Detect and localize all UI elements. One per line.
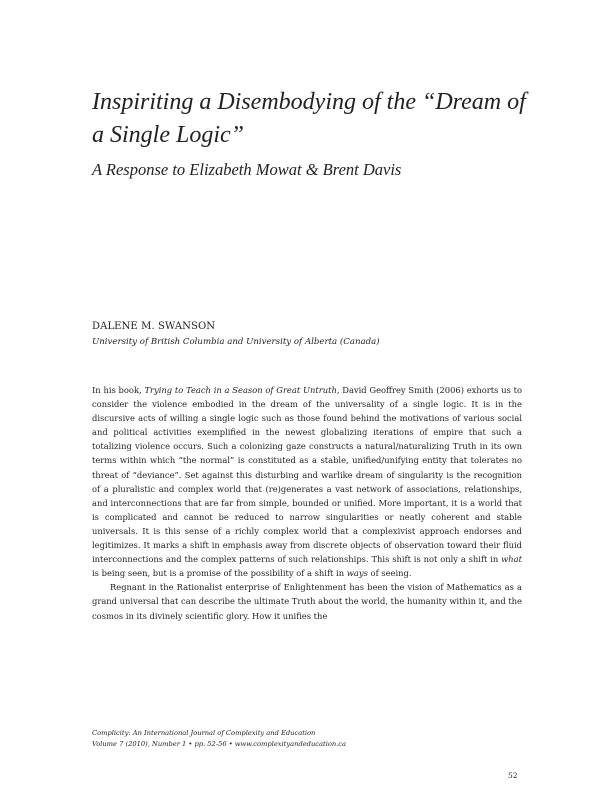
journal-name: Complicity: An International Journal of Complexity and Education bbox=[92, 729, 316, 737]
journal-footer bbox=[92, 728, 346, 750]
emphasis-ways: ways bbox=[346, 568, 368, 579]
article-body bbox=[92, 383, 522, 623]
page-number: 52 bbox=[508, 771, 518, 780]
author-name: DALENE M. SWANSON bbox=[92, 321, 216, 332]
book-title: Trying to Teach in a Season of Great Untruth bbox=[144, 385, 337, 395]
paragraph-lead: In his book, bbox=[92, 385, 145, 395]
paragraph-text: is being seen, but is a promise of the possibility of a shift in bbox=[92, 568, 347, 579]
article-title: Inspiriting a Disembodying of the “Dream of a Single Logic” bbox=[92, 89, 526, 148]
emphasis-what: what bbox=[501, 554, 522, 565]
paragraph-text: of seeing. bbox=[367, 568, 412, 579]
body-paragraph: Regnant in the Rationalist enterprise of Enlightenment has been the vision of Mathematics as a grand universal that can describe the ultimate Truth about the world, the humanity within it, and the cosmos in its divinely scientific glory. How it unifies the bbox=[92, 582, 522, 621]
journal-issue: Volume 7 (2010), Number 1 • pp. 52-56 • www.complexityandeducation.ca bbox=[92, 740, 347, 748]
paragraph-text: , David Geoffrey Smith (2006) exhorts us to consider the violence embodied in the dream of the universality of a single logic. It is in the discursive acts of willing a single logic such as those found behind the motivations of various social and political activities exemplified in the newest globalizing iterations of empire that such a totalizing violence occurs. Such a colonizing gaze constructs a natural/naturalizing Truth in its own terms within which “the normal” is constituted as a stable, unified/unifying entity that tolerates no threat of “deviance”. Set against this disturbing and warlike dream of singularity is the recognition of a pluralistic and complex world that (re)generates a vast network of associations, relationships, and interconnections that are far from simple, bounded or unified. More important, it is a world that is complicated and cannot be reduced to narrow singularities or neatly coherent and stable universals. It is this sense of a richly complex world that a complexivist approach endorses and legitimizes. It marks a shift in emphasis away from discrete objects of observation toward their fluid interconnections and the complex patterns of such relationships. This shift is not only a shift in bbox=[92, 385, 523, 565]
article-subtitle: A Response to Elizabeth Mowat & Brent Davis bbox=[92, 160, 402, 179]
author-affiliation: University of British Columbia and University of Alberta (Canada) bbox=[92, 337, 380, 347]
body-paragraph bbox=[92, 383, 522, 580]
